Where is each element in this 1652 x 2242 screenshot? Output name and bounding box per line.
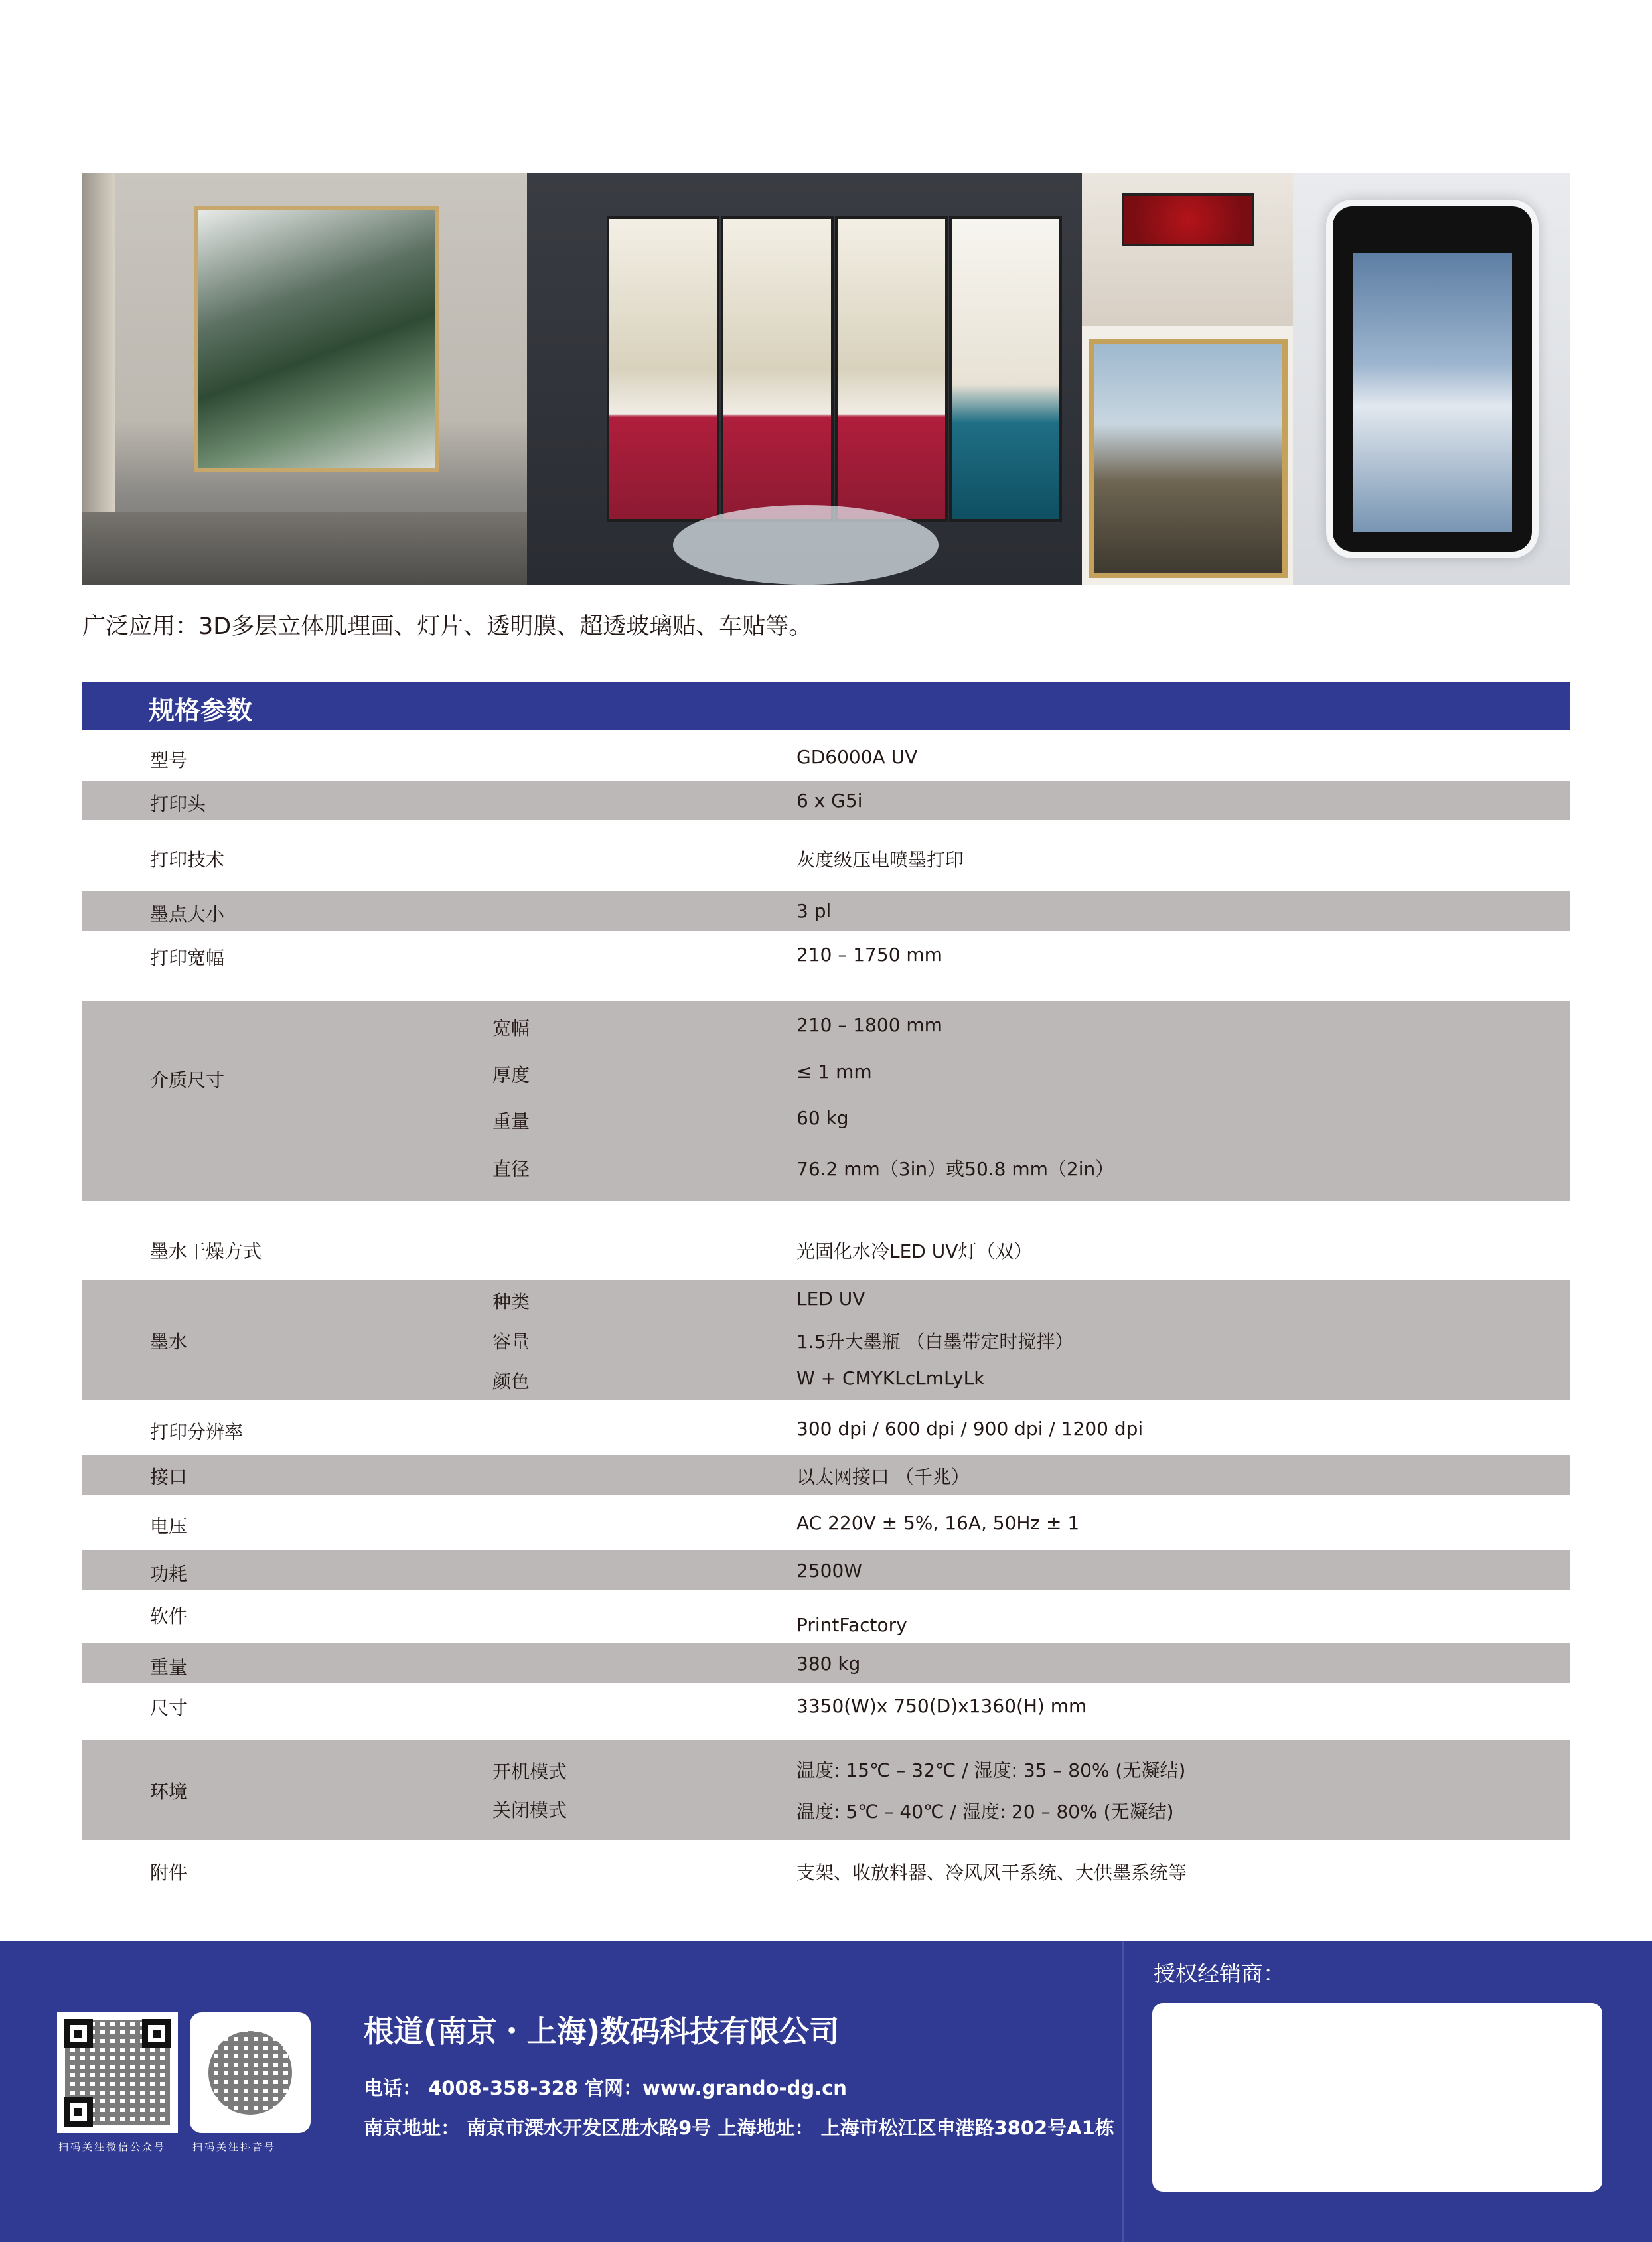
- spec-row-technology: [82, 820, 1570, 891]
- spec-row-software: [82, 1590, 1570, 1643]
- spec-row-model: [82, 730, 1570, 781]
- spec-value: 温度: 5℃ – 40℃ / 湿度: 20 – 80% (无凝结): [796, 1801, 1174, 1823]
- spec-sub-label: 厚度: [492, 1064, 530, 1086]
- spec-value: W + CMYKLcLmLyLk: [796, 1367, 985, 1389]
- company-name: 根道(南京・上海)数码科技有限公司: [364, 2014, 840, 2049]
- spec-label: 附件: [150, 1862, 188, 1884]
- photo-arched-artwork: [1293, 173, 1570, 585]
- wechat-qr-caption: 扫码关注微信公众号: [58, 2141, 167, 2153]
- photo-folding-screen: [527, 173, 1082, 585]
- spec-value: LED UV: [796, 1288, 865, 1309]
- spec-row-dot-size: [82, 891, 1570, 931]
- spec-row-environment: [82, 1740, 1570, 1840]
- spec-label: 墨水干燥方式: [150, 1240, 262, 1262]
- spec-label: 墨水: [150, 1331, 188, 1353]
- dealer-box: [1152, 2003, 1602, 2192]
- footer-divider: [1122, 1941, 1124, 2242]
- spec-value: 60 kg: [796, 1107, 849, 1129]
- spec-value: 2500W: [796, 1560, 862, 1582]
- spec-label: 型号: [150, 749, 188, 771]
- contact-info: 电话： 4008-358-328 官网：www.grando-dg.cn: [364, 2077, 847, 2099]
- spec-row-print-width: [82, 931, 1570, 1001]
- spec-value: 210 – 1800 mm: [796, 1014, 942, 1036]
- spec-value: 光固化水冷LED UV灯（双）: [796, 1240, 1033, 1262]
- spec-row-weight: [82, 1643, 1570, 1683]
- douyin-qr-code: [190, 2012, 311, 2133]
- spec-label: 功耗: [150, 1563, 188, 1585]
- spec-row-accessories: [82, 1840, 1570, 1900]
- spec-label: 尺寸: [150, 1697, 188, 1719]
- footer: [0, 1941, 1652, 2242]
- spec-row-ink: [82, 1280, 1570, 1400]
- spec-sub-label: 重量: [492, 1110, 530, 1132]
- spec-value: 3350(W)x 750(D)x1360(H) mm: [796, 1695, 1087, 1717]
- spec-row-voltage: [82, 1495, 1570, 1550]
- spec-sub-label: 种类: [492, 1291, 530, 1313]
- spec-value: PrintFactory: [796, 1614, 907, 1636]
- spec-value: AC 220V ± 5%, 16A, 50Hz ± 1: [796, 1512, 1080, 1534]
- spec-value: 以太网接口 （千兆）: [796, 1466, 970, 1488]
- spec-label: 打印宽幅: [150, 947, 225, 969]
- spec-row-interface: [82, 1455, 1570, 1495]
- spec-row-printhead: [82, 781, 1570, 820]
- spec-value: GD6000A UV: [796, 746, 918, 768]
- spec-row-resolution: [82, 1400, 1570, 1455]
- dealer-label: 授权经销商：: [1154, 1961, 1285, 1986]
- spec-label: 打印头: [150, 793, 206, 815]
- photo-framed-prints: [1082, 173, 1293, 585]
- spec-label: 打印分辨率: [150, 1421, 244, 1443]
- spec-sub-label: 开机模式: [492, 1761, 567, 1783]
- spec-sub-label: 关闭模式: [492, 1799, 567, 1821]
- spec-row-power: [82, 1550, 1570, 1590]
- spec-sub-label: 直径: [492, 1158, 530, 1180]
- spec-row-media-size: [82, 1001, 1570, 1201]
- address-info: 南京地址： 南京市溧水开发区胜水路9号 上海地址： 上海市松江区申港路3802号A1栋: [364, 2117, 1114, 2139]
- spec-value: 支架、收放料器、冷风风干系统、大供墨系统等: [796, 1862, 1187, 1884]
- application-photo-strip: [82, 173, 1570, 585]
- spec-label: 介质尺寸: [150, 1069, 225, 1091]
- spec-label: 接口: [150, 1466, 188, 1488]
- spec-value: 1.5升大墨瓶 （白墨带定时搅拌）: [796, 1331, 1074, 1353]
- spec-label: 墨点大小: [150, 903, 225, 925]
- photo-textured-painting: [82, 173, 527, 585]
- spec-value: 温度: 15℃ – 32℃ / 湿度: 35 – 80% (无凝结): [796, 1759, 1186, 1781]
- spec-value: 3 pl: [796, 900, 832, 922]
- spec-sub-label: 宽幅: [492, 1017, 530, 1039]
- spec-label: 重量: [150, 1656, 188, 1678]
- spec-label: 电压: [150, 1515, 188, 1537]
- spec-value: 6 x G5i: [796, 790, 863, 812]
- spec-label: 打印技术: [150, 849, 225, 871]
- spec-row-ink-drying: [82, 1201, 1570, 1280]
- spec-value: 76.2 mm（3in）或50.8 mm（2in）: [796, 1158, 1114, 1180]
- spec-value: ≤ 1 mm: [796, 1061, 872, 1083]
- spec-label: 软件: [150, 1606, 188, 1627]
- spec-header: [82, 682, 1570, 730]
- spec-sub-label: 容量: [492, 1331, 530, 1353]
- spec-value: 灰度级压电喷墨打印: [796, 849, 964, 871]
- spec-row-dimensions: [82, 1683, 1570, 1740]
- applications-text: 广泛应用：3D多层立体肌理画、灯片、透明膜、超透玻璃贴、车贴等。: [82, 613, 812, 640]
- wechat-qr-code: [57, 2012, 178, 2133]
- spec-value: 380 kg: [796, 1653, 861, 1675]
- douyin-qr-caption: 扫码关注抖音号: [192, 2141, 277, 2153]
- spec-title: 规格参数: [149, 696, 253, 726]
- spec-label: 环境: [150, 1781, 188, 1803]
- spec-sub-label: 颜色: [492, 1371, 530, 1392]
- spec-value: 210 – 1750 mm: [796, 944, 942, 966]
- spec-value: 300 dpi / 600 dpi / 900 dpi / 1200 dpi: [796, 1418, 1144, 1440]
